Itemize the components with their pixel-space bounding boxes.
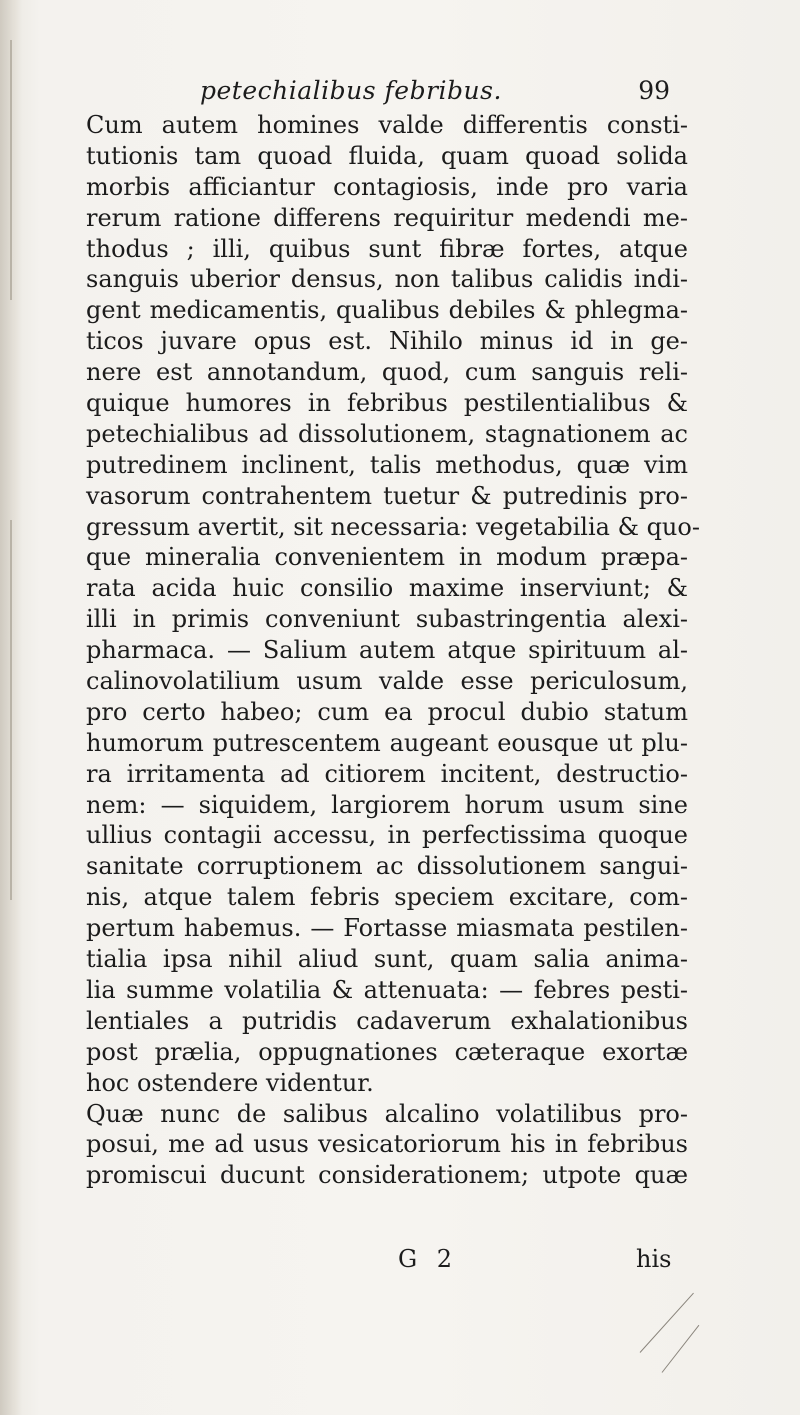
text-line: sanguis uberior densus, non talibus calidis indi- [86, 265, 688, 294]
text-line: nis, atque talem febris speciem excitare, com- [86, 883, 688, 912]
text-line: nem: — siquidem, largiorem horum usum sine [86, 790, 688, 819]
stray-pencil-mark [640, 1293, 694, 1353]
text-line: Quæ nunc de salibus alcalino volatilibus pro- [86, 1099, 688, 1128]
text-line: pro certo habeo; cum ea procul dubio statum [86, 697, 688, 726]
text-line: humorum putrescentem augeant eousque ut plu- [86, 728, 688, 757]
running-title: petechialibus febribus. [200, 76, 502, 105]
text-line: Cum autem homines valde differentis consti- [86, 111, 688, 139]
text-line: ullius contagii accessu, in perfectissima quoque [86, 821, 688, 850]
text-line: lia summe volatilia & attenuata: — febres pesti- [86, 975, 688, 1004]
text-line: thodus ; illi, quibus sunt fibræ fortes, atque [86, 234, 688, 263]
page-gutter [0, 0, 22, 1415]
text-line: rerum ratione differens requiritur medendi me- [86, 203, 688, 232]
text-line: tialia ipsa nihil aliud sunt, quam salia anima- [86, 945, 688, 974]
text-line: nere est annotandum, quod, cum sanguis reli- [86, 358, 688, 387]
page-number: 99 [638, 76, 670, 105]
text-line: lentiales a putridis cadaverum exhalationibus [86, 1006, 688, 1035]
text-line: petechialibus ad dissolutionem, stagnationem ac [86, 419, 688, 448]
text-line: calinovolatilium usum valde esse periculosum, [86, 667, 688, 696]
body-text [86, 110, 700, 1191]
text-line: post prælia, oppugnationes cæteraque exortæ [86, 1037, 688, 1066]
text-line: putredinem inclinent, talis methodus, quæ vim [86, 450, 688, 479]
text-line: pharmaca. — Salium autem atque spirituum al- [86, 636, 688, 665]
text-line: sanitate corruptionem ac dissolutionem sangui- [86, 852, 688, 881]
text-line: hoc ostendere videntur. [86, 1068, 374, 1097]
text-line: tutionis tam quoad fluida, quam quoad solida [86, 141, 688, 170]
text-line: gent medicamentis, qualibus debiles & phlegma- [86, 296, 688, 325]
text-line: gressum avertit, sit necessaria: vegetabilia & quo- [86, 512, 700, 541]
text-line: promiscui ducunt considerationem; utpote quæ [86, 1161, 688, 1190]
gutter-shadow-line [10, 520, 12, 900]
text-line: ticos juvare opus est. Nihilo minus id in ge- [86, 327, 688, 356]
text-line: que mineralia convenientem in modum præpa- [86, 543, 688, 572]
stray-pencil-mark [662, 1325, 700, 1373]
gutter-shadow-line [10, 40, 12, 300]
page-header [200, 76, 670, 112]
text-line: pertum habemus. — Fortasse miasmata pestilen- [86, 914, 688, 943]
text-line: morbis afficiantur contagiosis, inde pro varia [86, 172, 688, 201]
text-line: illi in primis conveniunt subastringentia alexi- [86, 605, 688, 634]
text-line: vasorum contrahentem tuetur & putredinis pro- [86, 481, 688, 510]
text-line: posui, me ad usus vesicatoriorum his in febribus [86, 1130, 688, 1159]
signature-mark: G 2 [398, 1245, 459, 1273]
catchword: his [636, 1245, 672, 1273]
text-line: quique humores in febribus pestilentialibus & [86, 389, 688, 418]
text-line: rata acida huic consilio maxime inserviunt; & [86, 574, 688, 603]
text-line: ra irritamenta ad citiorem incitent, destructio- [86, 759, 688, 788]
